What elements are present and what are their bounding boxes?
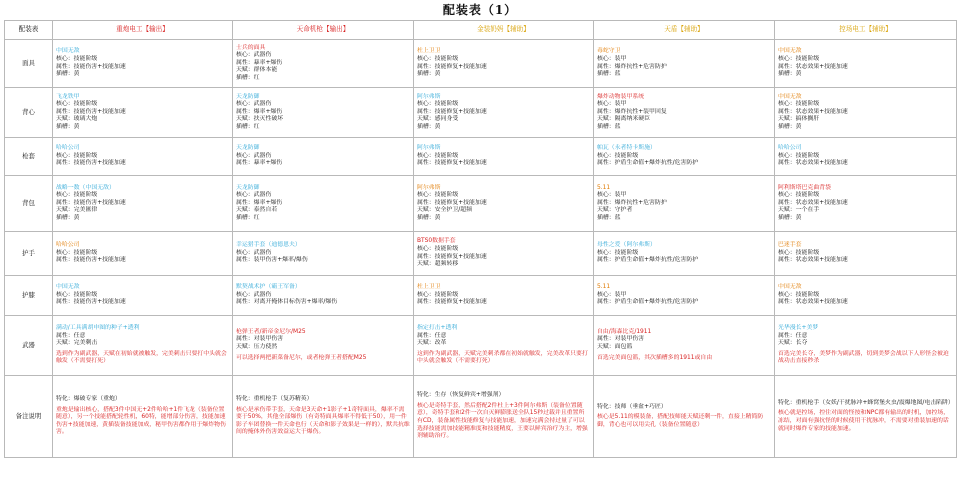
core-text: 核心：技能阶级 bbox=[597, 249, 639, 256]
slot-text: 插槽：红 bbox=[236, 214, 260, 221]
core-text: 核心：武器伤 bbox=[236, 101, 272, 108]
core-text: 核心：技能阶级 bbox=[778, 152, 820, 159]
core-text: 核心：技能阶级 bbox=[417, 192, 459, 199]
attr-text: 属性：技能修复+技能加速 bbox=[417, 108, 487, 115]
cell-holster-c1 bbox=[53, 138, 233, 176]
cell-gloves-c3 bbox=[414, 232, 594, 276]
talent-text: 天赋：安全护卫/超频 bbox=[417, 207, 473, 214]
row-label-backpack: 背包 bbox=[5, 176, 53, 232]
cell-weapon-c3 bbox=[414, 316, 594, 376]
build-note: 核心就是控场，控住对面的怪按和NPC都有输出的时机，加控场，冻结，对面有强抗怪的时候使用干扰脉冲，不需要对重装加速的话就同时爆炸专家的技能加速。 bbox=[778, 410, 950, 432]
core-text: 核心：装甲 bbox=[597, 291, 627, 298]
talent-text: 天赋：改革 bbox=[417, 340, 447, 347]
attr-text: 属性：爆炸抗性+装甲回复 bbox=[597, 108, 667, 115]
talent-text: 天赋：守护者 bbox=[597, 207, 633, 214]
weapon-name: 满动/工具满胡申图的种子+透利 bbox=[56, 325, 140, 332]
spec-text: 特化：爆破专家（重炮） bbox=[56, 396, 121, 403]
cell-backpack-c4 bbox=[594, 176, 775, 232]
attr-text: 属性：对装甲伤害 bbox=[236, 336, 284, 343]
cell-vest-c2 bbox=[233, 88, 414, 138]
col-header-heavy-gunner: 重炮电工【输出】 bbox=[53, 21, 233, 40]
cell-mask-c2 bbox=[233, 40, 414, 88]
build-note: 核心是5.11的模装备，搭配技师能天赋还剩一件，直接上精简防御，背心也可以用尖孔（装备位置随意） bbox=[597, 414, 764, 428]
weapon-note: 首选完美长夺，美梦作为副武器，切到美梦会战以下人形怪会被迫战功击直接秒杀 bbox=[778, 350, 949, 365]
cell-vest-c4 bbox=[594, 88, 775, 138]
cell-kneepads-c2 bbox=[233, 276, 414, 316]
cell-weapon-c2 bbox=[233, 316, 414, 376]
talent-text: 天赋：搞体搁肝 bbox=[778, 116, 820, 123]
cell-gloves-c1 bbox=[53, 232, 233, 276]
header-row bbox=[5, 21, 957, 40]
gear-name: 飞龙铁甲 bbox=[56, 93, 80, 100]
core-text: 核心：技能阶级 bbox=[778, 291, 820, 298]
gear-name: 中国无敌 bbox=[778, 48, 802, 55]
slot-text: 插槽：黄 bbox=[417, 214, 441, 221]
row-holster bbox=[5, 138, 957, 176]
slot-text: 插槽：黄 bbox=[56, 123, 80, 130]
core-text: 核心：装甲 bbox=[597, 55, 627, 62]
row-weapon bbox=[5, 316, 957, 376]
attr-text: 属性：爆炸抗性+危害防护 bbox=[597, 63, 667, 70]
attr-text: 属性：状态效果+技能加速 bbox=[778, 160, 848, 167]
row-label-gloves: 护手 bbox=[5, 232, 53, 276]
spec-text: 特化：生存（恢复鲜宾+增强剂） bbox=[417, 392, 505, 399]
talent-text: 天赋：泰然自若 bbox=[236, 207, 278, 214]
attr-text: 属性：技能伤害+技能加速 bbox=[56, 63, 126, 70]
gear-name: 杜上卫卫 bbox=[417, 48, 441, 55]
gear-name: 杜上卫卫 bbox=[417, 284, 441, 291]
attr-text: 属性：技能伤害+技能加速 bbox=[56, 108, 126, 115]
gear-name: 中国无敌 bbox=[778, 284, 802, 291]
build-note: 核心是承伤带手套，天命是3天命+1影子+1奇特面具，爆率不需要于50%，其他全部爆伤（有奇特面具爆率不得低于50），用一件影子车团替换一件天命也行（天命和影子效果是一样的），默共抗维间的掩体外伤害效益运大于爆伤。 bbox=[236, 406, 410, 436]
cell-notes-c4 bbox=[594, 376, 775, 458]
attr-text: 属性：技能修复+技能加速 bbox=[417, 63, 487, 70]
talent-text: 天赋：群体本能 bbox=[236, 67, 278, 74]
core-text: 核心：技能阶级 bbox=[56, 249, 98, 256]
gear-name: 默契战术护（霸王军备） bbox=[236, 284, 301, 291]
core-text: 核心：技能阶级 bbox=[778, 55, 820, 62]
slot-text: 插槽：黄 bbox=[778, 214, 802, 221]
col-header-control: 控场电工【辅助】 bbox=[775, 21, 957, 40]
row-mask bbox=[5, 40, 957, 88]
attr-text: 属性：技能伤害+技能加速 bbox=[56, 299, 126, 306]
cell-notes-c5 bbox=[775, 376, 957, 458]
gear-name: 战略一数（中国无敌） bbox=[56, 184, 115, 191]
cell-backpack-c2 bbox=[233, 176, 414, 232]
talent-text: 天赋：压力使然 bbox=[236, 344, 278, 350]
row-label-weapon: 武器 bbox=[5, 316, 53, 376]
core-text: 核心：武器伤 bbox=[236, 249, 272, 256]
gear-name: 毒蛇守卫 bbox=[597, 48, 621, 55]
gear-name: 5.11 bbox=[597, 284, 611, 291]
gear-name: 阿尔弗斯 bbox=[417, 145, 441, 152]
core-text: 核心：技能阶级 bbox=[417, 245, 459, 252]
gear-name: 天龙防御 bbox=[236, 145, 260, 152]
cell-notes-c3 bbox=[414, 376, 594, 458]
weapon-name: 指定打击+透利 bbox=[417, 325, 458, 332]
attr-text: 属性：暴率+爆伤 bbox=[236, 160, 283, 167]
row-kneepads bbox=[5, 276, 957, 316]
cell-holster-c2 bbox=[233, 138, 414, 176]
attr-text: 属性：爆炸抗性+危害防护 bbox=[597, 199, 667, 206]
talent-text: 天赋：扶灭性破坏 bbox=[236, 116, 284, 123]
attr-text: 属性：状态效果+技能加速 bbox=[778, 108, 848, 115]
attr-text: 属性：技能修复+技能加速 bbox=[417, 253, 487, 260]
core-text: 核心：技能阶级 bbox=[56, 291, 98, 298]
talent-text: 天赋：长夺 bbox=[778, 340, 808, 347]
gear-name: BTS0数据手套 bbox=[417, 238, 456, 245]
core-text: 核心：技能阶级 bbox=[56, 55, 98, 62]
core-text: 核心：技能阶级 bbox=[417, 101, 459, 108]
slot-text: 插槽：蓝 bbox=[597, 214, 621, 221]
cell-mask-c3 bbox=[414, 40, 594, 88]
gear-name: 巴迷手套 bbox=[778, 242, 802, 249]
cell-weapon-c4 bbox=[594, 316, 775, 376]
attr-text: 属性：护盾生命值+爆炸抗性/危害防护 bbox=[597, 257, 699, 264]
core-text: 核心：技能阶级 bbox=[56, 152, 98, 159]
row-label-mask: 面具 bbox=[5, 40, 53, 88]
gear-name: 幸运猎手套（迪德恩夫） bbox=[236, 242, 301, 249]
cell-weapon-c5 bbox=[775, 316, 957, 376]
row-gloves bbox=[5, 232, 957, 276]
attr-text: 属性：技能伤害+技能加速 bbox=[56, 199, 126, 206]
talent-text: 天赋：一个在手 bbox=[778, 207, 820, 214]
slot-text: 插槽：黄 bbox=[778, 71, 802, 78]
row-backpack bbox=[5, 176, 957, 232]
cell-kneepads-c3 bbox=[414, 276, 594, 316]
slot-text: 插槽：红 bbox=[236, 74, 260, 81]
core-text: 核心：武器伤 bbox=[236, 192, 272, 199]
talent-text: 天赋：感同身受 bbox=[417, 116, 459, 123]
core-text: 核心：技能阶级 bbox=[417, 291, 459, 298]
weapon-note: 首选完美面包篮，其次插槽多的1911或自由 bbox=[597, 354, 713, 361]
gear-name: 士兵的面具 bbox=[236, 44, 266, 51]
talent-text: 天赋：超频转移 bbox=[417, 261, 459, 268]
cell-vest-c1 bbox=[53, 88, 233, 138]
cell-mask-c5 bbox=[775, 40, 957, 88]
cell-gloves-c5 bbox=[775, 232, 957, 276]
attr-text: 属性：技能伤害+技能加速 bbox=[56, 160, 126, 167]
attr-text: 属性：爆率+爆伤 bbox=[236, 199, 283, 206]
slot-text: 插槽：蓝 bbox=[597, 71, 621, 78]
talent-text: 天赋：完美剩击 bbox=[56, 340, 98, 347]
attr-text: 属性：对离开掩体目标伤害+爆率/爆伤 bbox=[236, 299, 338, 306]
core-text: 核心：装甲 bbox=[597, 101, 627, 108]
core-text: 核心：武器伤 bbox=[236, 52, 272, 59]
row-label-notes: 备注说明 bbox=[5, 376, 53, 458]
cell-backpack-c1 bbox=[53, 176, 233, 232]
spec-text: 特化：技师（垂盆+巧匠） bbox=[597, 403, 667, 410]
row-notes bbox=[5, 376, 957, 458]
attr-text: 属性：任意 bbox=[56, 332, 86, 339]
row-label-kneepads: 护膝 bbox=[5, 276, 53, 316]
gear-name: 中国无敌 bbox=[778, 93, 802, 100]
attr-text: 属性：技能修复+技能加速 bbox=[417, 299, 487, 306]
attr-text: 属性：护盾生命值+爆炸抗性/危害防护 bbox=[597, 299, 699, 306]
build-note: 重炮是输出核心，搭配3件中国无+2件哈哈+1件飞龙（装备位置随意），另一个技能搭配轮性机，60特，能增部分伤害，技能加速伤害+技能加速，黄插装备技能加成，秘甲伤害都作用于爆炸物伤害。 bbox=[56, 406, 226, 436]
core-text: 核心：技能阶级 bbox=[778, 249, 820, 256]
slot-text: 插槽：红 bbox=[236, 123, 260, 130]
cell-holster-c3 bbox=[414, 138, 594, 176]
cell-gloves-c4 bbox=[594, 232, 775, 276]
cell-mask-c4 bbox=[594, 40, 775, 88]
cell-backpack-c3 bbox=[414, 176, 594, 232]
core-text: 核心：技能阶级 bbox=[778, 192, 820, 199]
attr-text: 属性：状态效果+技能加速 bbox=[778, 63, 848, 70]
talent-text: 天赋：玻璃大炮 bbox=[56, 116, 98, 123]
attr-text: 属性：任意 bbox=[778, 332, 808, 339]
attr-text: 属性：技能修复+技能加速 bbox=[417, 160, 487, 167]
cell-holster-c5 bbox=[775, 138, 957, 176]
cell-notes-c2 bbox=[233, 376, 414, 458]
cell-holster-c4 bbox=[594, 138, 775, 176]
corner-header: 配装表 bbox=[5, 21, 53, 40]
slot-text: 插槽：蓝 bbox=[597, 123, 621, 130]
cell-vest-c5 bbox=[775, 88, 957, 138]
col-header-destiny-mg: 天命机枪【输出】 bbox=[233, 21, 414, 40]
gear-name: 中国无敌 bbox=[56, 48, 80, 55]
cell-notes-c1 bbox=[53, 376, 233, 458]
gear-name: 天龙防御 bbox=[236, 184, 260, 191]
attr-text: 属性：状态效果+技能加速 bbox=[778, 299, 848, 306]
gear-name: 5.11 bbox=[597, 184, 611, 191]
weapon-name: 枪弹王者/新帝金尼尔/M25 bbox=[236, 328, 306, 335]
gear-name: 哈哈公司 bbox=[56, 242, 80, 249]
slot-text: 插槽：黄 bbox=[417, 123, 441, 130]
cell-weapon-c1 bbox=[53, 316, 233, 376]
core-text: 核心：技能阶级 bbox=[417, 55, 459, 62]
cell-gloves-c2 bbox=[233, 232, 414, 276]
build-note: 核心是奇特手套，然后搭配2件杜上+3件阿尔弗斯（装备位置随意），奇特手套和2件一次自灭鲜膨胀送全队15秒过载并且重置所有CD，装备属性技能修复与技能加速，加速完满会持过量了可以选择技能需加技能精准度和技能精度，王要以鲜宾治疗为主，增强剂辅助治疗。 bbox=[417, 402, 588, 440]
col-header-healer: 金装奶妈【辅助】 bbox=[414, 21, 594, 40]
attr-text: 属性：技能修复+技能加速 bbox=[417, 199, 487, 206]
attr-text: 属性：状态效果+技能加速 bbox=[778, 199, 848, 206]
talent-text: 天赋：完美匯律 bbox=[56, 207, 98, 214]
weapon-note: 这到作为副武器，天赋完美刺杀都在初始就触发，完美改革只要打中头就会触发（不需要打死） bbox=[417, 350, 588, 365]
cell-kneepads-c5 bbox=[775, 276, 957, 316]
cell-vest-c3 bbox=[414, 88, 594, 138]
weapon-note: 选到作为副武器，天赋在初始就被触发，完美刺击只要打中头就会触发（不需要打死） bbox=[56, 350, 227, 365]
talent-text: 天赋：隔离纳米硬臣 bbox=[597, 116, 651, 123]
gear-name: 天龙防御 bbox=[236, 93, 260, 100]
slot-text: 插槽：黄 bbox=[56, 214, 80, 221]
attr-text: 属性：暴率+爆伤 bbox=[236, 59, 283, 66]
core-text: 核心：武器伤 bbox=[236, 152, 272, 159]
core-text: 核心：技能阶级 bbox=[597, 152, 639, 159]
core-text: 核心：技能阶级 bbox=[56, 192, 98, 199]
slot-text: 插槽：黄 bbox=[778, 123, 802, 130]
col-header-shield: 天盾【辅助】 bbox=[594, 21, 775, 40]
core-text: 核心：装甲 bbox=[597, 192, 627, 199]
gear-name: 母性之爱（阿尔弗斯） bbox=[597, 242, 656, 249]
row-label-vest: 背心 bbox=[5, 88, 53, 138]
gear-name: 中国无敌 bbox=[56, 284, 80, 291]
slot-text: 插槽：黄 bbox=[56, 71, 80, 78]
attr-text: 属性：装甲伤害+爆率/爆伤 bbox=[236, 257, 308, 264]
core-text: 核心：武器伤 bbox=[236, 291, 272, 298]
gear-name: 阿利斯塔巴克曲背袋 bbox=[778, 184, 832, 191]
attr-text: 属性：护盾生命值+爆炸抗性/危害防护 bbox=[597, 160, 699, 167]
spec-text: 特化：重机枪手（女妖/干扰脉冲+蜂窝堡火虫/震爆地图/电击陷阱） bbox=[778, 399, 954, 406]
gear-name: 哈哈公司 bbox=[778, 145, 802, 152]
core-text: 核心：技能阶级 bbox=[417, 152, 459, 159]
gear-name: 爆炸动物装甲系统 bbox=[597, 93, 645, 100]
core-text: 核心：技能阶级 bbox=[778, 101, 820, 108]
weapon-note: 可以选择两把新菜备尼尔，或者枪弹王者搭配M25 bbox=[236, 354, 367, 361]
core-text: 核心：技能阶级 bbox=[56, 101, 98, 108]
cell-kneepads-c4 bbox=[594, 276, 775, 316]
row-label-holster: 枪套 bbox=[5, 138, 53, 176]
attr-text: 属性：爆率+爆伤 bbox=[236, 108, 283, 115]
row-vest bbox=[5, 88, 957, 138]
gear-name: 阿尔弗斯 bbox=[417, 93, 441, 100]
attr-text: 属性：任意 bbox=[417, 332, 447, 339]
attr-text: 属性：技能伤害+技能加速 bbox=[56, 257, 126, 264]
slot-text: 插槽：黄 bbox=[417, 71, 441, 78]
spec-text: 特化：重机枪手（复苏精英） bbox=[236, 396, 313, 403]
gear-name: 帕瓦（永者特卡斯施） bbox=[597, 145, 656, 152]
loadout-table bbox=[4, 20, 957, 458]
cell-mask-c1 bbox=[53, 40, 233, 88]
weapon-name: 自由/海森比克/1911 bbox=[597, 328, 652, 335]
attr-text: 属性：对装甲伤害 bbox=[597, 336, 645, 343]
gear-name: 阿尔弗斯 bbox=[417, 184, 441, 191]
cell-kneepads-c1 bbox=[53, 276, 233, 316]
gear-name: 哈哈公司 bbox=[56, 145, 80, 152]
cell-backpack-c5 bbox=[775, 176, 957, 232]
sheet-title: 配装表（1） bbox=[442, 3, 518, 17]
weapon-name: 光华漫长+美梦 bbox=[778, 325, 819, 332]
attr-text: 属性：状态效果+技能加速 bbox=[778, 257, 848, 264]
talent-text: 天赋：面包篮 bbox=[597, 344, 633, 350]
